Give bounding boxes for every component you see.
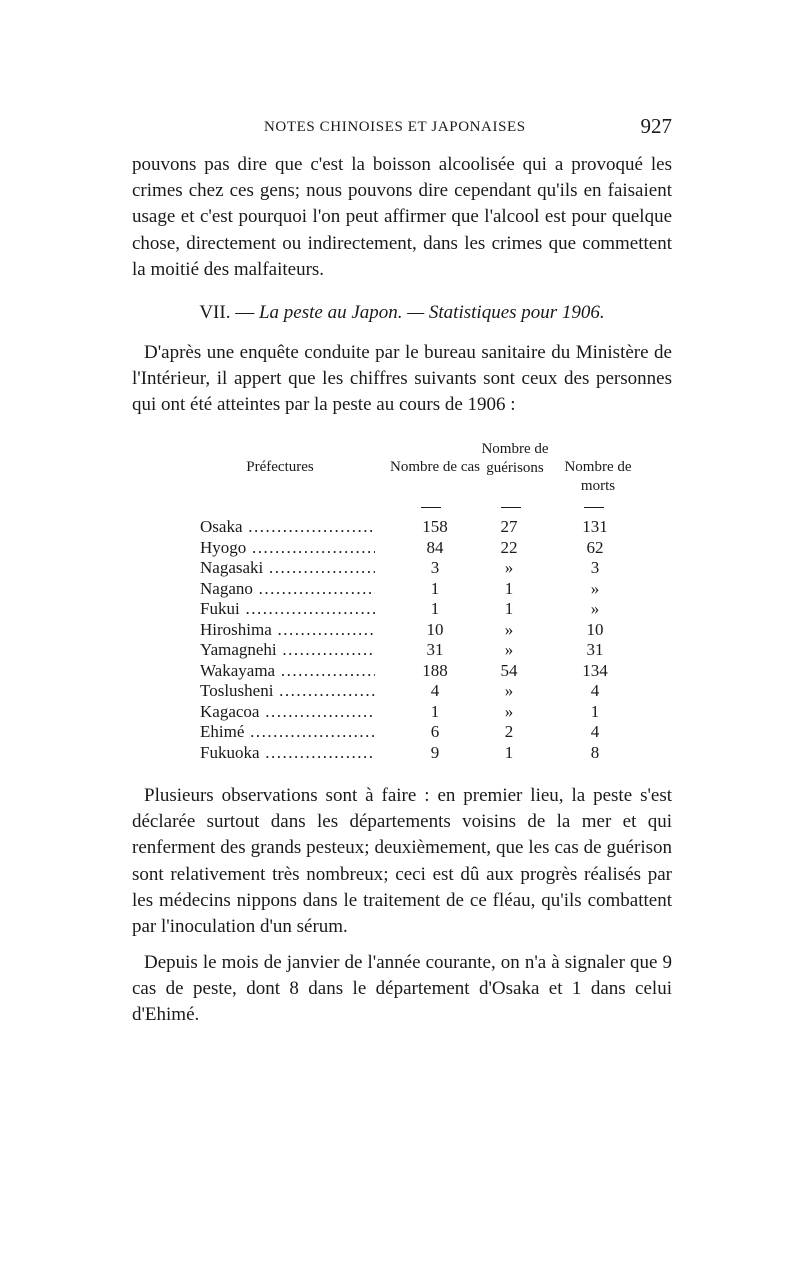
statistics-table (0, 517, 800, 763)
column-rule-morts (584, 507, 604, 508)
cell-cas: 10 (426, 619, 444, 639)
column-header-guerisons: Nombre de guérisons (481, 441, 549, 476)
table-row (0, 517, 800, 538)
cell-guerisons: » (504, 558, 514, 577)
column-rule-cas (421, 507, 441, 508)
cell-guerisons: » (504, 701, 514, 721)
table-row (0, 743, 800, 764)
cell-guerisons: » (504, 681, 514, 700)
column-header-prefectures: Préfectures (246, 459, 314, 475)
cell-guerisons: » (504, 640, 514, 659)
prefecture-name: Toslusheni ..... (200, 681, 375, 701)
table-row (0, 538, 800, 559)
cell-morts: » (590, 599, 600, 618)
cell-guerisons: 27 (500, 517, 518, 536)
page-header (132, 114, 672, 141)
section-title: La peste au Japon. — Statistiques pour 1906. (258, 302, 605, 323)
cell-cas: 31 (426, 640, 444, 659)
cell-morts: 4 (590, 722, 600, 741)
prefecture-name: Yamagnehi ..... (200, 640, 375, 660)
column-header-morts: Nombre de morts (564, 459, 632, 494)
column-rule-guerisons (501, 507, 521, 508)
paragraph-4: Depuis le mois de janvier de l'année courante, on n'a à signaler que 9 cas de peste, dont 8 dans le département d'Osaka et 1 dans celui d'Ehimé. (132, 952, 672, 1026)
prefecture-name: Fukui ..... (200, 599, 375, 619)
paragraph-1: pouvons pas dire que c'est la boisson alcoolisée qui a provoqué les crimes chez ces gens; nous pouvons dire cependant qu'ils en faisaient usage et c'est pourquoi l'on peut affirmer que l'alcool est pour quelque chose, directement ou indirectement, dans les crimes que commettent la moitié des malfaiteurs. (132, 154, 672, 280)
table-row (0, 722, 800, 743)
table-row (0, 661, 800, 682)
prefecture-name: Ehimé ..... (200, 722, 375, 742)
cell-cas: 158 (422, 517, 448, 536)
table-row (0, 599, 800, 620)
prefecture-name: Nagano ..... (200, 579, 375, 599)
cell-guerisons: 1 (504, 599, 514, 618)
cell-guerisons: 54 (500, 660, 518, 680)
cell-cas: 1 (430, 578, 440, 598)
cell-morts: 62 (586, 537, 604, 557)
prefecture-name: Kagacoa ..... (200, 702, 375, 722)
prefecture-name: Osaka ..... (200, 517, 375, 537)
table-row (0, 702, 800, 723)
cell-cas: 3 (430, 558, 440, 577)
cell-cas: 1 (430, 599, 440, 618)
cell-morts: 3 (590, 558, 600, 577)
cell-cas: 188 (422, 660, 448, 680)
cell-morts: 131 (582, 517, 608, 536)
cell-cas: 6 (430, 722, 440, 741)
cell-guerisons: 2 (504, 722, 514, 741)
table-row (0, 579, 800, 600)
running-title: NOTES CHINOISES ET JAPONAISES (264, 119, 526, 135)
cell-cas: 9 (430, 742, 440, 762)
cell-guerisons: 22 (500, 537, 518, 557)
cell-morts: » (590, 578, 600, 598)
cell-cas: 4 (430, 681, 440, 700)
cell-guerisons: 1 (504, 742, 514, 762)
cell-guerisons: 1 (504, 578, 514, 598)
cell-cas: 1 (430, 701, 440, 721)
table-row (0, 640, 800, 661)
table-row (0, 620, 800, 641)
prefecture-name: Fukuoka ..... (200, 743, 375, 763)
page-number: 927 (640, 114, 672, 138)
section-number: VII. — (199, 302, 259, 323)
cell-cas: 84 (426, 537, 444, 557)
prefecture-name: Hiroshima ..... (200, 620, 375, 640)
cell-morts: 1 (590, 701, 600, 721)
paragraph-3: Plusieurs observations sont à faire : en premier lieu, la peste s'est déclarée surtout dans les départements voisins de la mer et qui renferment des grands pesteux; deuxièmement, que les cas de guérison sont relativement très nombreux; ceci est dû aux progrès réalisés par les médecins nippons dans le traitement de ce fléau, qu'ils combattent par l'inoculation d'un sérum. (132, 785, 672, 938)
cell-guerisons: » (504, 619, 514, 639)
table-row (0, 558, 800, 579)
cell-morts: 31 (586, 640, 604, 659)
prefecture-name: Wakayama ..... (200, 661, 375, 681)
cell-morts: 10 (586, 619, 604, 639)
prefecture-name: Hyogo ..... (200, 538, 375, 558)
cell-morts: 4 (590, 681, 600, 700)
section-heading (132, 302, 672, 324)
prefecture-name: Nagasaki ..... (200, 558, 375, 578)
paragraph-2: D'après une enquête conduite par le bureau sanitaire du Ministère de l'Intérieur, il appert que les chiffres suivants sont ceux des personnes qui ont été atteintes par la peste au cours de 1906 : (132, 342, 672, 416)
column-header-cas: Nombre de cas (390, 459, 480, 475)
cell-morts: 8 (590, 742, 600, 762)
cell-morts: 134 (582, 660, 608, 680)
table-row (0, 681, 800, 702)
